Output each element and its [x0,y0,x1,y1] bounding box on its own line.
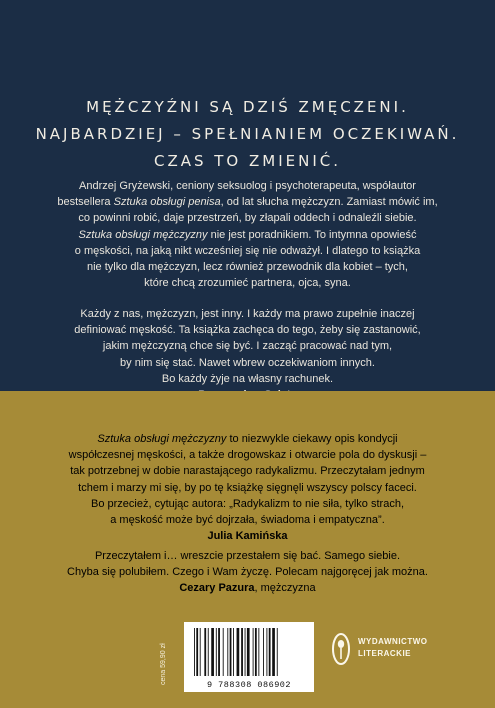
barcode-bars [194,628,304,676]
publisher-logo-icon [330,631,352,667]
text-line: Andrzej Gryżewski, ceniony seksuolog i psychoterapeuta, współautor [79,180,416,192]
price-label: cena 59,90 zł [160,643,167,685]
text-line: Bo przecież, cytując autora: „Radykalizm to nie siła, tylko strach, [90,497,404,510]
book-title-italic: Sztuka obsługi penisa [113,196,221,209]
text-line: Chyba się polubiłem. Czego i Wam życzę. Polecam najgoręcej jak można. [67,566,428,579]
text-span: , mężczyzna [254,582,316,595]
headline-line-2: NAJBARDZIEJ – SPEŁNIANIEM OCZEKIWAŃ. [35,125,460,143]
text-span: nie jest poradnikiem. To intymna opowieść [207,228,417,241]
text-line: by nim się stać. Nawet wbrew oczekiwaniom innych. [120,356,375,369]
book-title-italic: Sztuka obsługi mężczyzny [78,228,208,241]
text-line [0,431,495,447]
text-line: co powinni robić, daje przestrzeń, by złapali oddech i odnaleźli siebie. [78,212,417,225]
barcode [184,622,314,692]
isbn-number: 9 788308 086902 [206,680,291,690]
text-line: współczesnej męskości, a także drogowskaz i otwarcie pola do dyskusji – [68,449,427,462]
book-title-italic: Sztuka obsługi mężczyzny [97,433,227,445]
publisher-line-1: WYDAWNICTWO [358,637,428,646]
testimonial-saleta [0,306,495,403]
headline-line-1: MĘŻCZYŹNI SĄ DZIŚ ZMĘCZENI. [86,98,409,116]
testimonial-pazura [0,548,495,597]
text-span: bestsellera [57,196,114,209]
text-line: Przeczytałem i… wreszcie przestałem się bać. Samego siebie. [94,550,401,562]
testimonial-kaminska [0,431,495,544]
text-span: , od lat słucha mężczyzn. Zamiast mówić im, [220,196,438,209]
text-line: jakim mężczyzną chce się być. I zacząć pracować nad tym, [102,340,393,353]
testimonial-signature: Julia Kamińska [207,530,288,543]
text-line [0,227,495,243]
publisher-name [358,636,428,660]
headline-line-3: CZAS TO ZMIENIĆ. [153,152,342,170]
publisher-line-2: LITERACKIE [358,649,411,658]
text-line: nie tylko dla mężczyzn, lecz również przewodnik dla kobiet – tych, [87,261,408,274]
text-line: o męskości, na jaką nikt wcześniej się nie odważył. I dlatego to książka [74,244,421,257]
author-description [0,178,495,291]
text-line: a męskość może być dojrzała, świadoma i empatyczna”. [110,514,385,527]
testimonial-signature: Cezary Pazura [179,582,255,595]
text-line [0,194,495,210]
text-line: definiować męskość. Ta książka zachęca do tego, żeby się zastanowić, [74,324,421,337]
text-line: Bo każdy żyje na własny rachunek. [161,372,334,385]
text-line: tak potrzebnej w dobie narastającego radykalizmu. Przeczytałam jednym [70,465,425,478]
text-line: które chcą zrozumieć partnera, ojca, syna. [144,277,351,290]
text-line [0,580,495,596]
text-line: tchem i marzy mi się, by po tę książkę sięgnęli wszyscy polscy faceci. [78,481,417,494]
headline [0,94,495,175]
text-line: Każdy z nas, mężczyzn, jest inny. I każdy ma prawo zupełnie inaczej [80,308,415,320]
text-span: to niezwykle ciekawy opis kondycji [226,433,398,445]
